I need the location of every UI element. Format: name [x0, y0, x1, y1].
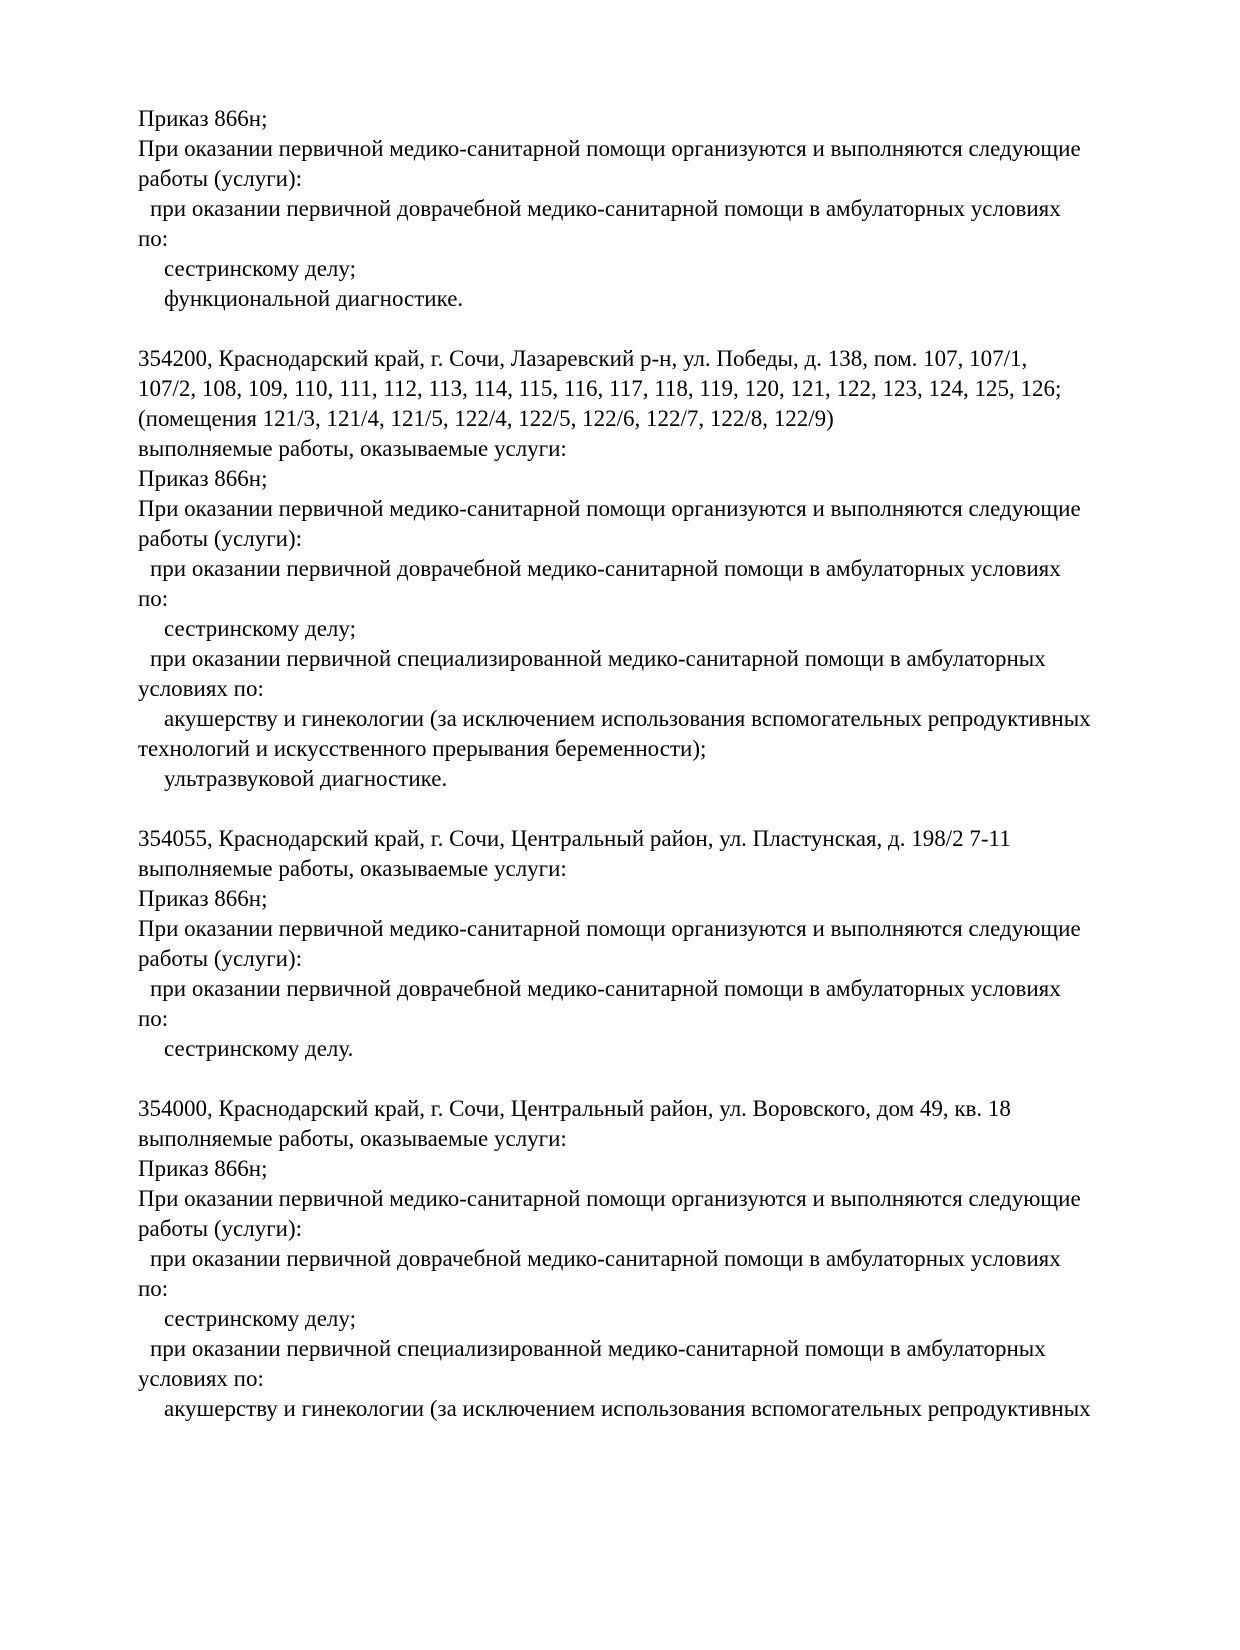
text-line: 354055, Краснодарский край, г. Сочи, Центральный район, ул. Пластунская, д. 198/2 7-11 [138, 826, 1011, 851]
text-line: при оказании первичной специализированной медико-санитарной помощи в амбулаторных [150, 646, 1046, 671]
text-line: Приказ 866н; [138, 106, 268, 131]
document-content [138, 104, 1208, 1454]
text-line: ультразвуковой диагностике. [164, 766, 448, 791]
text-line: 354000, Краснодарский край, г. Сочи, Центральный район, ул. Воровского, дом 49, кв. 18 [138, 1096, 1011, 1121]
address-block-354200 [138, 344, 1208, 794]
text-line: при оказании первичной доврачебной медико-санитарной помощи в амбулаторных условиях [150, 976, 1061, 1001]
text-line: работы (услуги): [138, 946, 302, 971]
text-line: работы (услуги): [138, 166, 302, 191]
text-line: При оказании первичной медико-санитарной помощи организуются и выполняются следующие [138, 916, 1081, 941]
text-line: При оказании первичной медико-санитарной помощи организуются и выполняются следующие [138, 1186, 1081, 1211]
address-block-354055 [138, 824, 1208, 1064]
text-line: при оказании первичной доврачебной медико-санитарной помощи в амбулаторных условиях [150, 196, 1061, 221]
text-line: при оказании первичной доврачебной медико-санитарной помощи в амбулаторных условиях [150, 1246, 1061, 1271]
text-line: выполняемые работы, оказываемые услуги: [138, 1126, 567, 1151]
text-line: Приказ 866н; [138, 466, 268, 491]
text-line: условиях по: [138, 1366, 264, 1391]
text-line: при оказании первичной специализированной медико-санитарной помощи в амбулаторных [150, 1336, 1046, 1361]
license-works-block-intro [138, 104, 1208, 314]
text-line: (помещения 121/3, 121/4, 121/5, 122/4, 122/5, 122/6, 122/7, 122/8, 122/9) [138, 406, 834, 431]
text-line: сестринскому делу. [164, 1036, 354, 1061]
text-line: при оказании первичной доврачебной медико-санитарной помощи в амбулаторных условиях [150, 556, 1061, 581]
text-line: выполняемые работы, оказываемые услуги: [138, 856, 567, 881]
text-line: Приказ 866н; [138, 886, 268, 911]
text-line: по: [138, 1006, 169, 1031]
text-line: акушерству и гинекологии (за исключением использования вспомогательных репродуктивных [164, 1396, 1091, 1421]
text-line: по: [138, 226, 169, 251]
text-line: по: [138, 586, 169, 611]
text-line: выполняемые работы, оказываемые услуги: [138, 436, 567, 461]
text-line: функциональной диагностике. [164, 286, 464, 311]
text-line: работы (услуги): [138, 526, 302, 551]
text-line: При оказании первичной медико-санитарной помощи организуются и выполняются следующие [138, 496, 1081, 521]
text-line: сестринскому делу; [164, 616, 356, 641]
text-line: сестринскому делу; [164, 1306, 356, 1331]
text-line: 354200, Краснодарский край, г. Сочи, Лазаревский р-н, ул. Победы, д. 138, пом. 107, 107/1, [138, 346, 1028, 371]
text-line: Приказ 866н; [138, 1156, 268, 1181]
text-line: акушерству и гинекологии (за исключением использования вспомогательных репродуктивных [164, 706, 1091, 731]
text-line: условиях по: [138, 676, 264, 701]
address-block-354000 [138, 1094, 1208, 1424]
text-line: сестринскому делу; [164, 256, 356, 281]
text-line: технологий и искусственного прерывания беременности); [138, 736, 707, 761]
text-line: При оказании первичной медико-санитарной помощи организуются и выполняются следующие [138, 136, 1081, 161]
text-line: работы (услуги): [138, 1216, 302, 1241]
text-line: по: [138, 1276, 169, 1301]
text-line: 107/2, 108, 109, 110, 111, 112, 113, 114, 115, 116, 117, 118, 119, 120, 121, 122, 123, 124, 125, 126; [138, 376, 1062, 401]
